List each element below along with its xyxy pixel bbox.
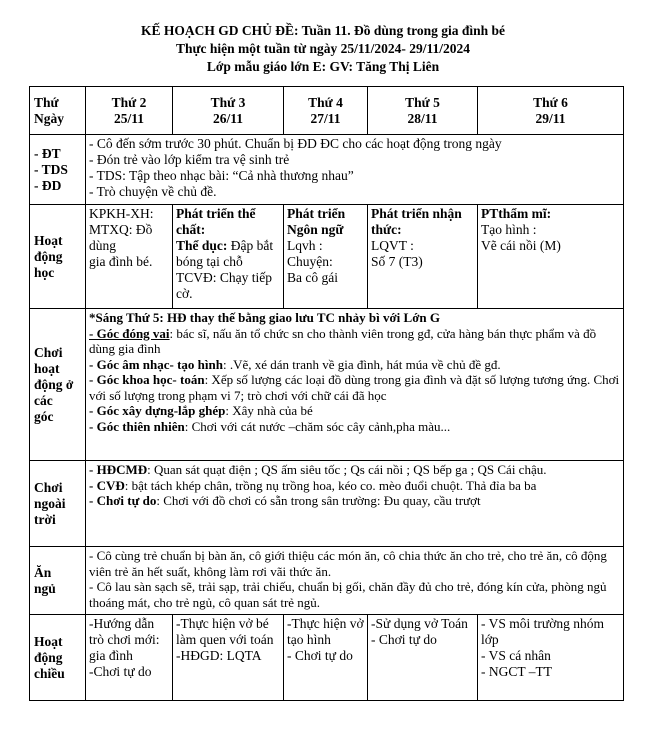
cvd-item: - CVĐ: bật tách khép chân, trồng nụ trồng hoa, kéo co. mèo đuổi chuột. Thả đỉa ba ba — [89, 477, 537, 493]
row-choi-ngoai-troi — [30, 461, 624, 547]
row-choi-goc — [30, 309, 624, 461]
row-don-tre — [30, 135, 624, 205]
row-label-hoat-dong-hoc: Hoạt động học — [30, 205, 86, 309]
row-hoat-dong-hoc — [30, 205, 624, 309]
goc-am-nhac: - Góc âm nhạc- tạo hình: .Vẽ, xé dán tranh về gia đình, hát múa về chủ đề gđ. — [89, 356, 501, 372]
hoat-dong-tue: Phát triển thể chất: Thể dục: Đập bắt bóng tại chỗ TCVĐ: Chạy tiếp cờ. — [173, 205, 284, 309]
chieu-mon: -Hướng dẫn trò chơi mới: gia đình -Chơi tự do — [86, 615, 173, 701]
choi-goc-content — [86, 309, 624, 461]
row-hoat-dong-chieu — [30, 615, 624, 701]
chieu-wed: -Thực hiện vở tạo hình - Chơi tự do — [284, 615, 368, 701]
hdcmd-item: - HĐCMĐ: Quan sát quạt điện ; QS ấm siêu tốc ; Qs cái nồi ; QS bếp ga ; QS Cái chậu. — [89, 462, 547, 477]
goc-thien-nhien: - Góc thiên nhiên: Chơi với cát nước –chăm sóc cây cảnh,pha màu... — [89, 418, 451, 434]
plan-title: KẾ HOẠCH GD CHỦ ĐỀ: Tuần 11. Đồ dùng trong gia đình bé — [141, 23, 505, 38]
day-header-tue: Thứ 3 26/11 — [173, 87, 284, 135]
row-label-hoat-dong-chieu: Hoạt động chiều — [30, 615, 86, 701]
day-header-mon: Thứ 2 25/11 — [86, 87, 173, 135]
plan-date-range: Thực hiện một tuần từ ngày 25/11/2024- 29/11/2024 — [175, 41, 471, 56]
choi-tu-do-item: - Chơi tự do: Chơi với đồ chơi có sẵn trong sân trường: Đu quay, cầu trượt — [89, 493, 481, 508]
chieu-fri: - VS môi trường nhóm lớp - VS cá nhân - NGCT –TT — [478, 615, 624, 701]
day-header-thu: Thứ 5 28/11 — [368, 87, 478, 135]
chieu-tue: -Thực hiện vở bé làm quen với toán -HĐGD: LQTA — [173, 615, 284, 701]
weekly-plan-table — [29, 86, 624, 701]
day-header-fri: Thứ 6 29/11 — [478, 87, 624, 135]
hoat-dong-thu: Phát triển nhận thức: LQVT : Số 7 (T3) — [368, 205, 478, 309]
chieu-thu: -Sử dụng vở Toán - Chơi tự do — [368, 615, 478, 701]
an-ngu-content: - Cô cùng trẻ chuẩn bị bàn ăn, cô giới thiệu các món ăn, cô chia thức ăn cho trẻ, cho trẻ ăn, cô động viên trẻ ăn hết suất, không làm rơi vãi thức ăn. - Cô lau sàn sạch sẽ, trải sạp, trải chiếu, chuẩn bị gối, chăn đầy đủ cho trẻ, đóng kín cửa, phòng ngủ thoáng mát, cho trẻ ngủ, cô quan sát trẻ ngủ. — [86, 547, 624, 615]
hoat-dong-fri: PTthẩm mĩ: Tạo hình : Vẽ cái nồi (M) — [478, 205, 624, 309]
hoat-dong-mon: KPKH-XH: MTXQ: Đồ dùng gia đình bé. — [86, 205, 173, 309]
plan-class-teacher: Lớp mẫu giáo lớn E: GV: Tăng Thị Liên — [206, 59, 440, 74]
goc-xay-dung: - Góc xây dựng-lắp ghép: Xây nhà của bé — [89, 403, 313, 418]
row-label-choi-goc: Chơi hoạt động ở các góc — [30, 309, 86, 461]
day-header-row — [30, 87, 624, 135]
choi-ngoai-troi-content — [86, 461, 624, 547]
hoat-dong-wed: Phát triển Ngôn ngữ Lqvh : Chuyện: Ba cô gái — [284, 205, 368, 309]
row-label-choi-ngoai-troi: Chơi ngoài trời — [30, 461, 86, 547]
goc-khoa-hoc: - Góc khoa học- toán: Xếp số lượng các loại đồ dùng trong gia đình và đặt số lượng tương ứng. Chơi với số lượng trong phạm vi 7; trò chơi với chữ cái đã học — [89, 372, 620, 403]
row-label-don-tre: - ĐT - TDS - ĐD — [30, 135, 86, 205]
row-label-an-ngu: Ăn ngủ — [30, 547, 86, 615]
day-header-wed: Thứ 4 27/11 — [284, 87, 368, 135]
goc-dong-vai: - Góc đóng vai: bác sĩ, nấu ăn tổ chức sn cho thành viên trong gđ, cửa hàng bán thực phẩm và đồ dùng gia đình — [89, 325, 597, 356]
row-an-ngu — [30, 547, 624, 615]
corner-header: Thứ Ngày — [30, 87, 86, 135]
choi-goc-headline: *Sáng Thứ 5: HĐ thay thế bằng giao lưu TC nhảy bì với Lớn G — [89, 310, 441, 325]
don-tre-content: - Cô đến sớm trước 30 phút. Chuẩn bị ĐD ĐC cho các hoạt động trong ngày - Đón trẻ vào lớp kiểm tra vệ sinh trẻ - TDS: Tập theo nhạc bài: “Cả nhà thương nhau” - Trò chuyện về chủ đề. — [86, 135, 624, 205]
